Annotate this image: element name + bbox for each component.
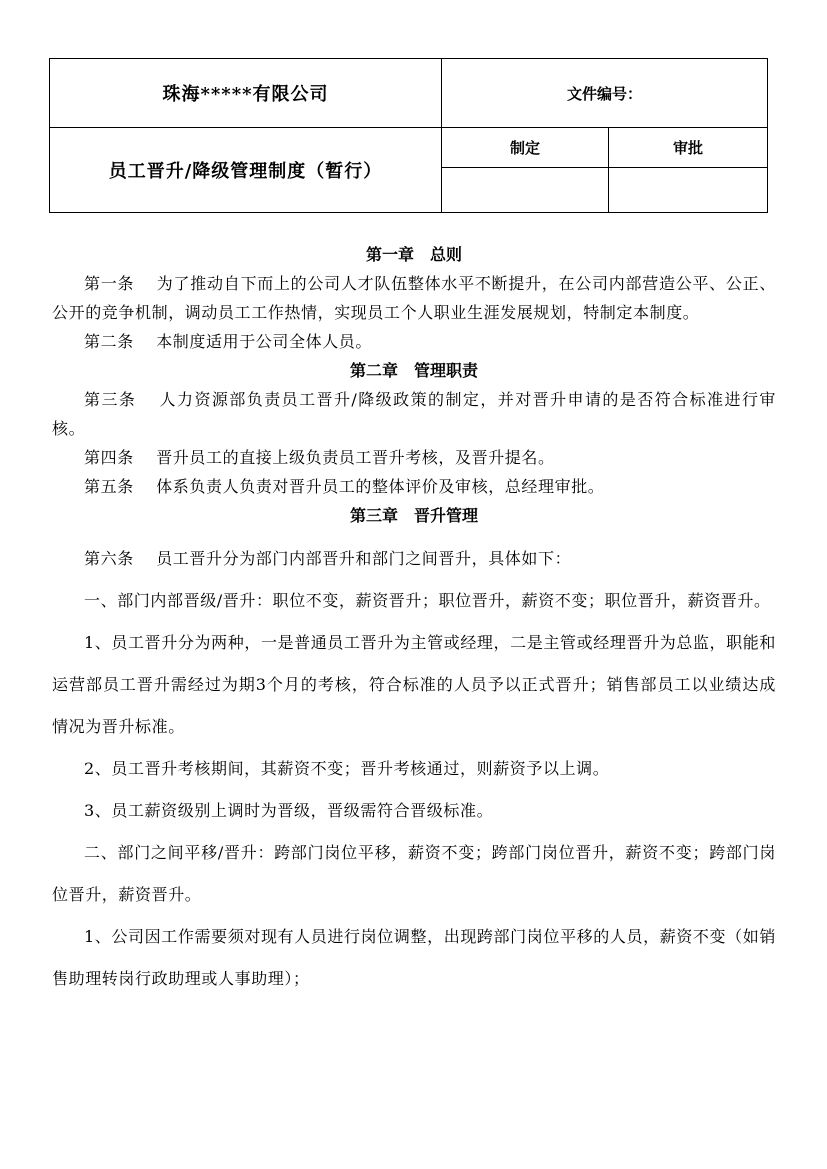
doc-number-label: 文件编号： xyxy=(442,59,768,128)
article-1 xyxy=(52,269,776,327)
article-3 xyxy=(52,385,776,443)
document-header-table xyxy=(49,58,768,213)
section-2: 二、部门之间平移/晋升：跨部门岗位平移，薪资不变；跨部门岗位晋升，薪资不变；跨部门岗位晋升，薪资晋升。 xyxy=(52,843,776,904)
article-text: 体系负责人负责对晋升员工的整体评价及审核，总经理审批。 xyxy=(156,477,605,496)
section-2-item-1: 1、公司因工作需要须对现有人员进行岗位调整，出现跨部门岗位平移的人员，薪资不变（如销售助理转岗行政助理或人事助理）； xyxy=(52,927,776,988)
article-text: 为了推动自下而上的公司人才队伍整体水平不断提升，在公司内部营造公平、公正、公开的竞争机制，调动员工工作热情，实现员工个人职业生涯发展规划，特制定本制度。 xyxy=(52,274,777,322)
section-1-item-1: 1、员工晋升分为两种，一是普通员工晋升为主管或经理，二是主管或经理晋升为总监，职能和运营部员工晋升需经过为期3个月的考核，符合标准的人员予以正式晋升；销售部员工以业绩达成情况为晋升标准。 xyxy=(52,633,776,736)
section-1-item-2: 2、员工晋升考核期间，其薪资不变；晋升考核通过，则薪资予以上调。 xyxy=(84,759,610,778)
article-6 xyxy=(52,538,776,580)
article-number: 第二条 xyxy=(84,332,134,351)
approved-cell xyxy=(609,168,768,213)
chapter-2-heading: 第二章 管理职责 xyxy=(349,361,478,380)
article-4 xyxy=(52,443,776,472)
article-5 xyxy=(52,472,776,501)
article-number: 第四条 xyxy=(84,448,134,467)
section-1-item-3: 3、员工薪资级别上调时为晋级，晋级需符合晋级标准。 xyxy=(84,801,494,820)
approved-label: 审批 xyxy=(609,128,768,168)
article-2 xyxy=(52,327,776,356)
chapter-1-heading: 第一章 总则 xyxy=(365,245,462,264)
article-number: 第一条 xyxy=(84,274,135,293)
section-1: 一、部门内部晋级/晋升：职位不变，薪资晋升；职位晋升，薪资不变；职位晋升，薪资晋升。 xyxy=(84,591,771,610)
prepared-label: 制定 xyxy=(442,128,609,168)
article-number: 第六条 xyxy=(84,549,134,568)
company-name: 珠海*****有限公司 xyxy=(50,59,442,128)
article-text: 晋升员工的直接上级负责员工晋升考核，及晋升提名。 xyxy=(156,448,555,467)
article-number: 第三条 xyxy=(84,390,137,409)
document-title: 员工晋升/降级管理制度（暂行） xyxy=(50,128,442,213)
prepared-cell xyxy=(442,168,609,213)
article-text: 本制度适用于公司全体人员。 xyxy=(156,332,373,351)
article-text: 人力资源部负责员工晋升/降级政策的制定，并对晋升申请的是否符合标准进行审核。 xyxy=(52,390,776,438)
article-number: 第五条 xyxy=(84,477,134,496)
chapter-3-heading: 第三章 晋升管理 xyxy=(349,506,478,525)
article-text: 员工晋升分为部门内部晋升和部门之间晋升，具体如下： xyxy=(156,549,572,568)
document-body xyxy=(52,240,776,1000)
